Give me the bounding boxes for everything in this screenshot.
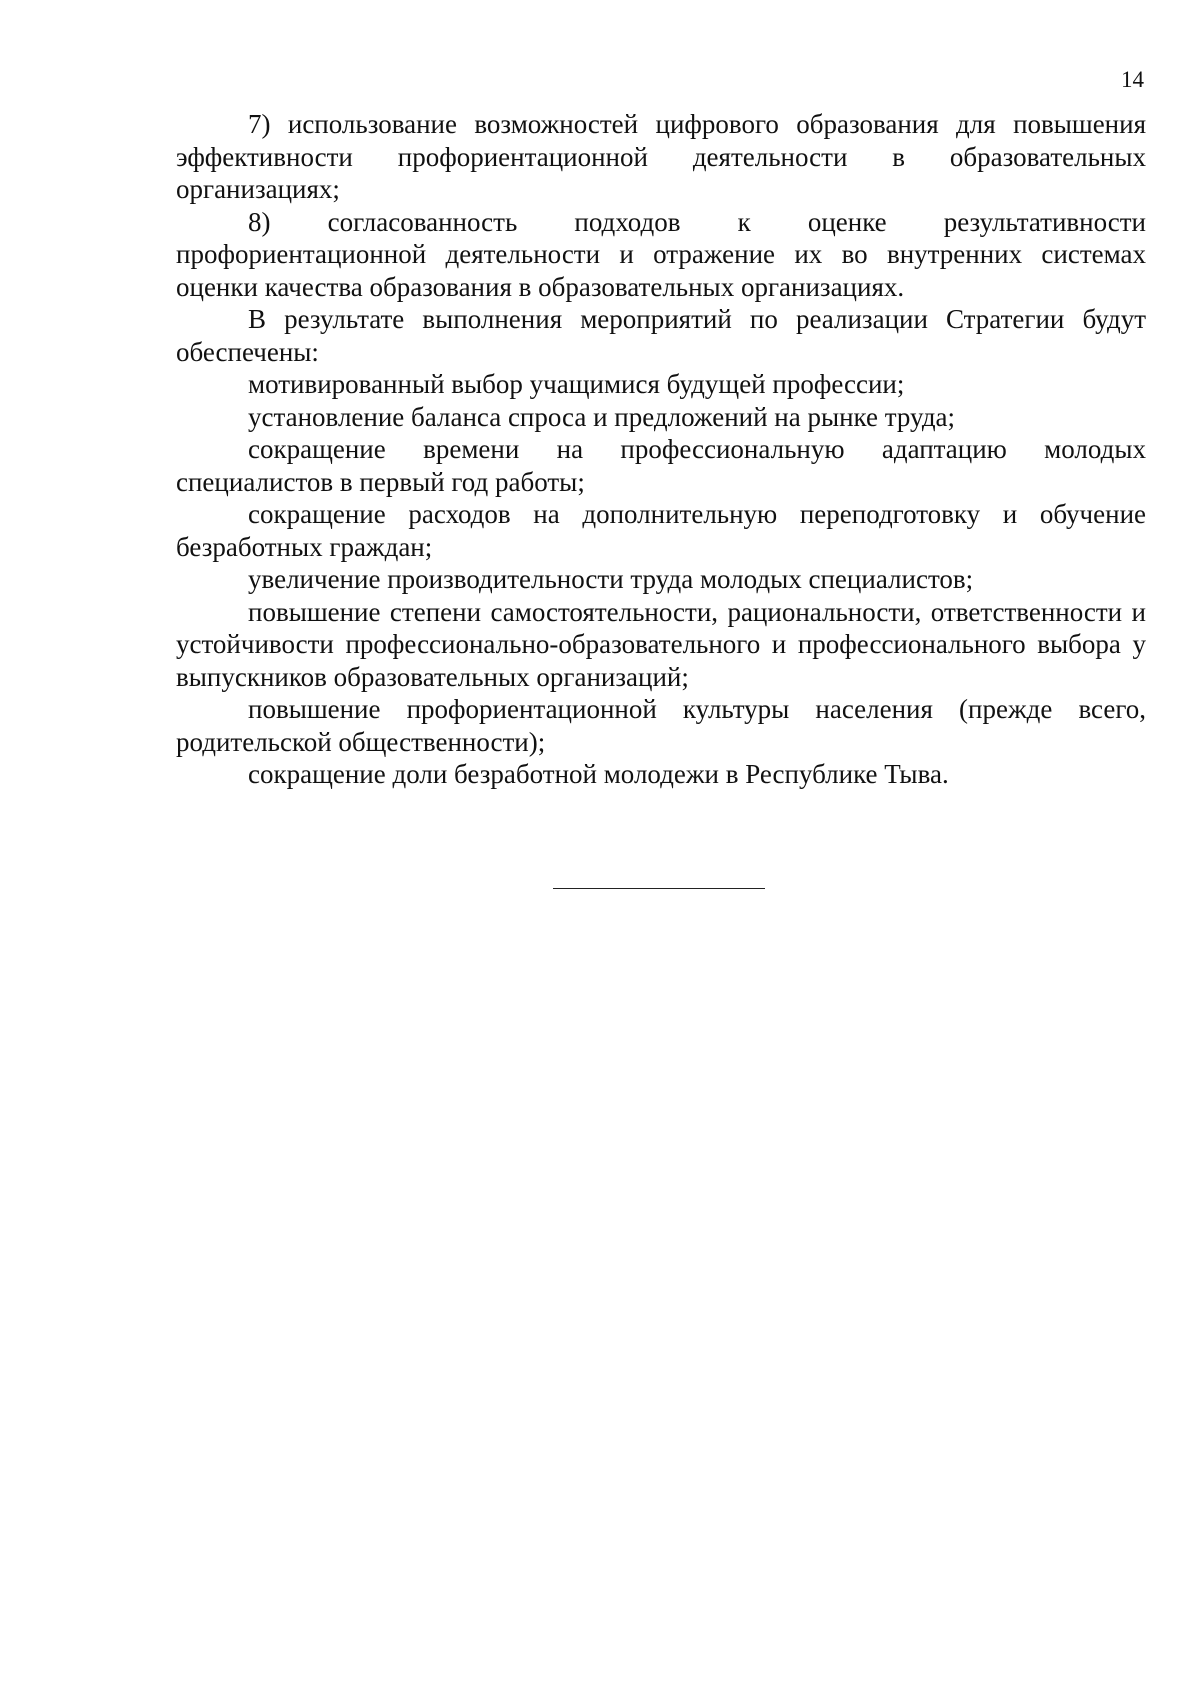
paragraph-item-8: 8) согласованность подходов к оценке результативности профориентационной деятельности и отражение их во внутренних системах оценки качества образования в образовательных организациях. xyxy=(176,206,1146,302)
paragraph-item-7: 7) использование возможностей цифрового образования для повышения эффективности профориентационной деятельности в образовательных организациях; xyxy=(176,109,1146,204)
paragraph-result-7: повышение профориентационной культуры населения (прежде всего, родительской общественности); xyxy=(176,694,1146,757)
paragraph-result-8: сокращение доли безработной молодежи в Республике Тыва. xyxy=(248,759,949,789)
paragraph-result-5: увеличение производительности труда молодых специалистов; xyxy=(248,564,974,594)
paragraph-results-intro: В результате выполнения мероприятий по реализации Стратегии будут обеспечены: xyxy=(176,304,1146,367)
paragraph-result-1: мотивированный выбор учащимися будущей профессии; xyxy=(248,369,905,399)
page-number: 14 xyxy=(1121,67,1144,92)
paragraph-result-3: сокращение времени на профессиональную адаптацию молодых специалистов в первый год работы; xyxy=(176,434,1146,497)
closing-divider-line xyxy=(553,888,765,889)
paragraph-result-6: повышение степени самостоятельности, рациональности, ответственности и устойчивости профессионально-образовательного и профессионального выбора у выпускников образовательных организаций; xyxy=(176,596,1146,692)
document-body xyxy=(176,108,1146,791)
paragraph-result-2: установление баланса спроса и предложений на рынке труда; xyxy=(248,401,956,432)
paragraph-result-4: сокращение расходов на дополнительную переподготовку и обучение безработных граждан; xyxy=(176,499,1146,562)
